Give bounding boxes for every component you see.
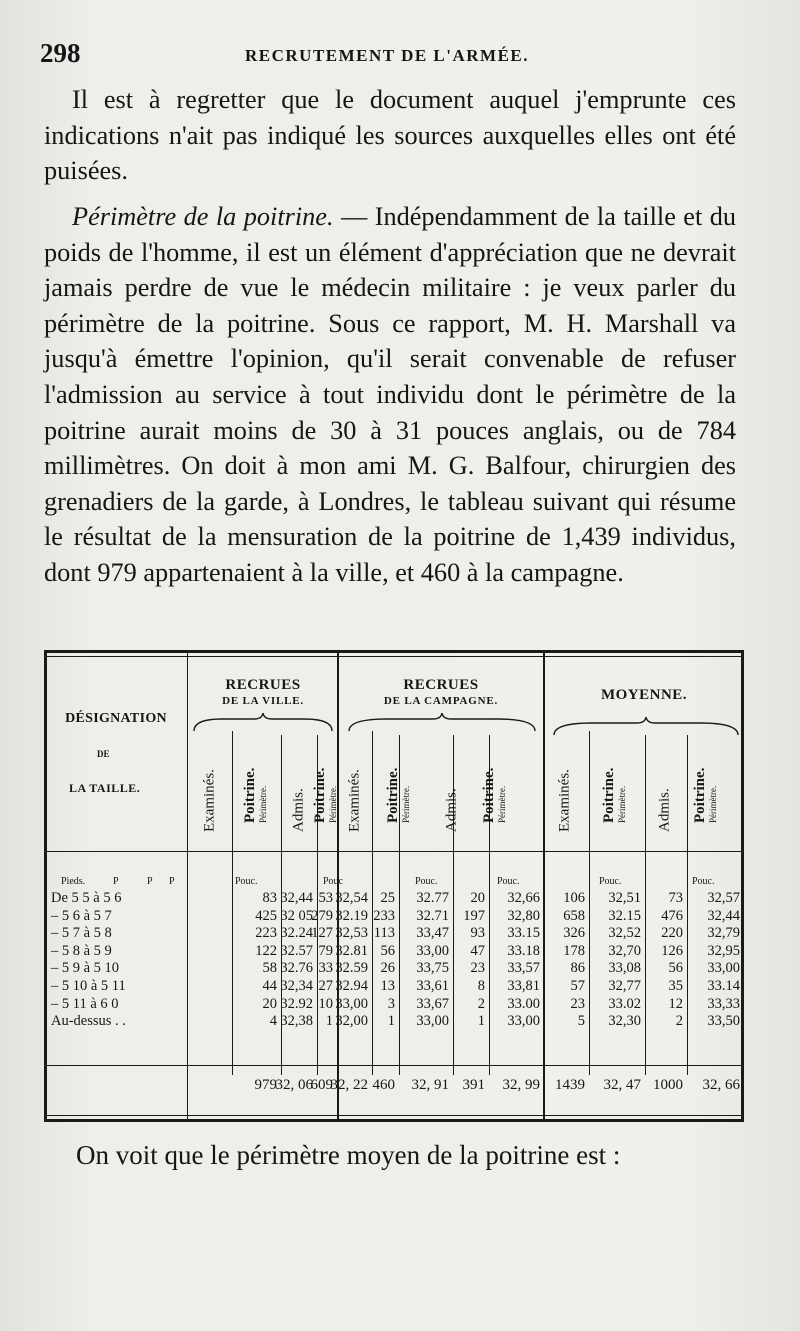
table-cell: 2	[675, 1013, 683, 1030]
total-cell: 32, 06	[275, 1077, 313, 1093]
total-cell: 460	[372, 1077, 395, 1093]
total-cell: 32, 22	[330, 1077, 368, 1093]
table-cell: 33,50	[707, 1013, 740, 1030]
running-head: RECRUTEMENT DE L'ARMÉE.	[245, 46, 530, 65]
table-cell: 3	[387, 995, 395, 1012]
table-cell: 33,47	[416, 925, 449, 942]
table-row	[47, 890, 741, 907]
col-poitrine-admis-campagne: Poitrine. Périmètre.	[481, 767, 507, 823]
table-cell: 33,00	[507, 1013, 540, 1030]
col-poitrine-moyenne: Poitrine. Périmètre.	[601, 767, 627, 823]
table-cell: 32,53	[335, 925, 368, 942]
row-label: – 5 11 à 6 0	[51, 995, 119, 1012]
designation-header: DÉSIGNATION	[65, 711, 167, 726]
col-poitrine-admis-ville: Poitrine. Périmètre.	[312, 767, 338, 823]
col-poitrine-ville: Poitrine. Périmètre.	[242, 767, 268, 823]
table-cell: 20	[262, 995, 277, 1012]
table-cell: 32,80	[507, 907, 540, 924]
table-cell: 56	[668, 960, 683, 977]
table-cell: 58	[262, 960, 277, 977]
table-cell: 20	[470, 890, 485, 906]
table-cell: 220	[661, 925, 683, 942]
table-cell: 32.92	[280, 995, 313, 1012]
table-cell: 33,67	[416, 995, 449, 1012]
table-cell: 47	[470, 942, 485, 959]
table-cell: 33,00	[335, 995, 368, 1012]
table-cell: 32,51	[608, 890, 641, 906]
table-cell: 33,33	[707, 995, 740, 1012]
table-cell: 32.15	[608, 907, 641, 924]
total-cell: 979	[254, 1077, 277, 1093]
table-cell: 23	[570, 995, 585, 1012]
table-cell: 32.71	[416, 907, 449, 924]
row-label: – 5 7 à 5 8	[51, 925, 112, 942]
table-cell: 32.19	[335, 907, 368, 924]
chest-measurement-table	[44, 650, 744, 1122]
table-row	[47, 908, 741, 925]
paragraph-body: — Indépendamment de la taille et du poids de l'homme, il est un élément d'appréciation que ne devrait jamais perdre de vue le médecin militaire : je veux parler du périmètre de la poitrine. Sous ce rapport, M. H. Marshall va jusqu'à émettre l'opinion, qu'il serait convenable de refuser l'admission au service à tout individu dont le périmètre de la poitrine aurait moins de 30 à 31 pouces anglais, ou de 784 millimètres. On doit à mon ami M. G. Balfour, chirurgien des grenadiers de la garde, à Londres, le tableau suivant qui résume le résultat de la mensuration de la poitrine de 1,439 individus, dont 979 appartenaient à la ville, et 460 à la campagne.	[44, 202, 736, 587]
table-cell: 33,00	[416, 942, 449, 959]
col-poitrine-campagne: Poitrine. Périmètre.	[385, 767, 411, 823]
table-cell: 33,00	[416, 1013, 449, 1030]
group-moyenne	[545, 687, 743, 703]
table-cell: 32.57	[280, 942, 313, 959]
total-cell: 1439	[555, 1077, 585, 1093]
table-cell: 32,54	[335, 890, 368, 906]
table-cell: 33.14	[707, 978, 740, 994]
row-label: – 5 10 à 5 11	[51, 978, 126, 994]
table-row	[47, 1013, 741, 1030]
table-cell: 32 05	[280, 907, 313, 924]
table-cell: 83	[262, 890, 277, 906]
table-cell: 12	[668, 995, 683, 1012]
brace-ville	[192, 713, 334, 733]
table-cell: 1	[387, 1013, 395, 1030]
group-ville-sub: DE LA VILLE.	[222, 695, 304, 707]
table-cell: 33.18	[507, 942, 540, 959]
table-cell: 33	[318, 960, 333, 977]
col-examines-campagne: Examinés.	[346, 769, 363, 832]
totals-row	[47, 1077, 741, 1101]
row-label: De 5 5 à 5 6	[51, 890, 122, 906]
table-cell: 8	[477, 978, 485, 994]
table-cell: 476	[661, 907, 683, 924]
table-cell: 32.24	[280, 925, 313, 942]
table-cell: 33.02	[608, 995, 641, 1012]
table-cell: 32,57	[707, 890, 740, 906]
group-campagne-sub: DE LA CAMPAGNE.	[383, 695, 499, 707]
table-cell: 73	[668, 890, 683, 906]
table-cell: 32,66	[507, 890, 540, 906]
col-examines-ville: Examinés.	[201, 769, 218, 832]
table-cell: 279	[311, 907, 333, 924]
table-row	[47, 996, 741, 1013]
table-cell: 27	[318, 978, 333, 994]
section-lead: Périmètre de la poitrine.	[72, 202, 334, 231]
table-cell: 32,34	[280, 978, 313, 994]
table-cell: 33,81	[507, 978, 540, 994]
table-cell: 233	[373, 907, 395, 924]
table-cell: 10	[318, 995, 333, 1012]
col-admis-ville: Admis.	[290, 788, 307, 832]
total-cell: 32, 99	[502, 1077, 540, 1093]
page-header	[40, 38, 740, 72]
table-cell: 425	[255, 907, 277, 924]
total-cell: 391	[462, 1077, 485, 1093]
table-cell: 86	[570, 960, 585, 977]
group-ville-title: RECRUES	[225, 677, 301, 693]
table-cell: 56	[380, 942, 395, 959]
table-cell: 26	[380, 960, 395, 977]
table-cell: 32,44	[707, 907, 740, 924]
total-cell: 32, 66	[702, 1077, 740, 1093]
paragraph-perimetre	[44, 199, 736, 591]
table-cell: 33,75	[416, 960, 449, 977]
table-cell: 1	[325, 1013, 333, 1030]
group-ville	[189, 677, 337, 709]
group-moyenne-title: MOYENNE.	[600, 687, 688, 703]
total-cell: 32, 91	[411, 1077, 449, 1093]
col-examines-moyenne: Examinés.	[556, 769, 573, 832]
paragraph-conclusion: On voit que le périmètre moyen de la poitrine est :	[76, 1140, 621, 1170]
table-cell: 658	[563, 907, 585, 924]
table-cell: 53	[318, 890, 333, 906]
table-cell: 32.77	[416, 890, 449, 906]
row-label: Au-dessus . .	[51, 1013, 126, 1030]
table-cell: 5	[577, 1013, 585, 1030]
designation-de: DE	[97, 749, 110, 759]
table-cell: 57	[570, 978, 585, 994]
col-poitrine-admis-moyenne: Poitrine. Périmètre.	[692, 767, 718, 823]
table-row	[47, 960, 741, 977]
table-cell: 32,95	[707, 942, 740, 959]
total-cell: 609	[310, 1077, 333, 1093]
table-cell: 178	[563, 942, 585, 959]
table-cell: 32,77	[608, 978, 641, 994]
total-cell: 1000	[653, 1077, 683, 1093]
brace-moyenne	[552, 717, 740, 737]
table-row	[47, 925, 741, 942]
group-campagne-title: RECRUES	[403, 677, 479, 693]
table-cell: 33,57	[507, 960, 540, 977]
units-row: Pieds. P P P Pouc. Pouc Pouc. Pouc. Pouc. Pouc.	[61, 876, 715, 887]
page-number: 298	[40, 38, 81, 68]
table-cell: 13	[380, 978, 395, 994]
table-cell: 79	[318, 942, 333, 959]
table-cell: 32,70	[608, 942, 641, 959]
table-cell: 44	[262, 978, 277, 994]
table-cell: 33.00	[507, 995, 540, 1012]
table-cell: 223	[255, 925, 277, 942]
paragraph-intro: Il est à regretter que le document auquel j'emprunte ces indications n'ait pas indiqué les sources auxquelles elles ont été puisées.	[44, 85, 736, 186]
row-label: – 5 6 à 5 7	[51, 907, 112, 924]
row-label: – 5 8 à 5 9	[51, 942, 112, 959]
table-cell: 32,79	[707, 925, 740, 942]
table-cell: 113	[373, 925, 395, 942]
table-cell: 32.59	[335, 960, 368, 977]
table-cell: 33.15	[507, 925, 540, 942]
table-cell: 33,08	[608, 960, 641, 977]
table-row	[47, 943, 741, 960]
table-cell: 122	[255, 942, 277, 959]
table-cell: 326	[563, 925, 585, 942]
table-cell: 32,44	[280, 890, 313, 906]
table-cell: 32,30	[608, 1013, 641, 1030]
table-cell: 33,00	[707, 960, 740, 977]
table-cell: 35	[668, 978, 683, 994]
table-cell: 126	[661, 942, 683, 959]
table-cell: 1	[477, 1013, 485, 1030]
table-cell: 93	[470, 925, 485, 942]
table-cell: 32,52	[608, 925, 641, 942]
row-label: – 5 9 à 5 10	[51, 960, 120, 977]
table-cell: 25	[380, 890, 395, 906]
table-cell: 32,00	[335, 1013, 368, 1030]
col-admis-moyenne: Admis.	[656, 788, 673, 832]
designation-taille: LA TAILLE.	[69, 781, 141, 795]
table-cell: 32.81	[335, 942, 368, 959]
table-cell: 32.76	[280, 960, 313, 977]
table-cell: 33,61	[416, 978, 449, 994]
table-cell: 2	[477, 995, 485, 1012]
table-cell: 32.94	[335, 978, 368, 994]
table-cell: 32,38	[280, 1013, 313, 1030]
table-cell: 127	[311, 925, 333, 942]
group-campagne	[339, 677, 543, 709]
table-cell: 106	[563, 890, 585, 906]
brace-campagne	[347, 713, 537, 733]
table-cell: 4	[269, 1013, 277, 1030]
table-row	[47, 978, 741, 995]
col-admis-campagne: Admis.	[443, 788, 460, 832]
table-cell: 23	[470, 960, 485, 977]
total-cell: 32, 47	[603, 1077, 641, 1093]
table-cell: 197	[463, 907, 485, 924]
